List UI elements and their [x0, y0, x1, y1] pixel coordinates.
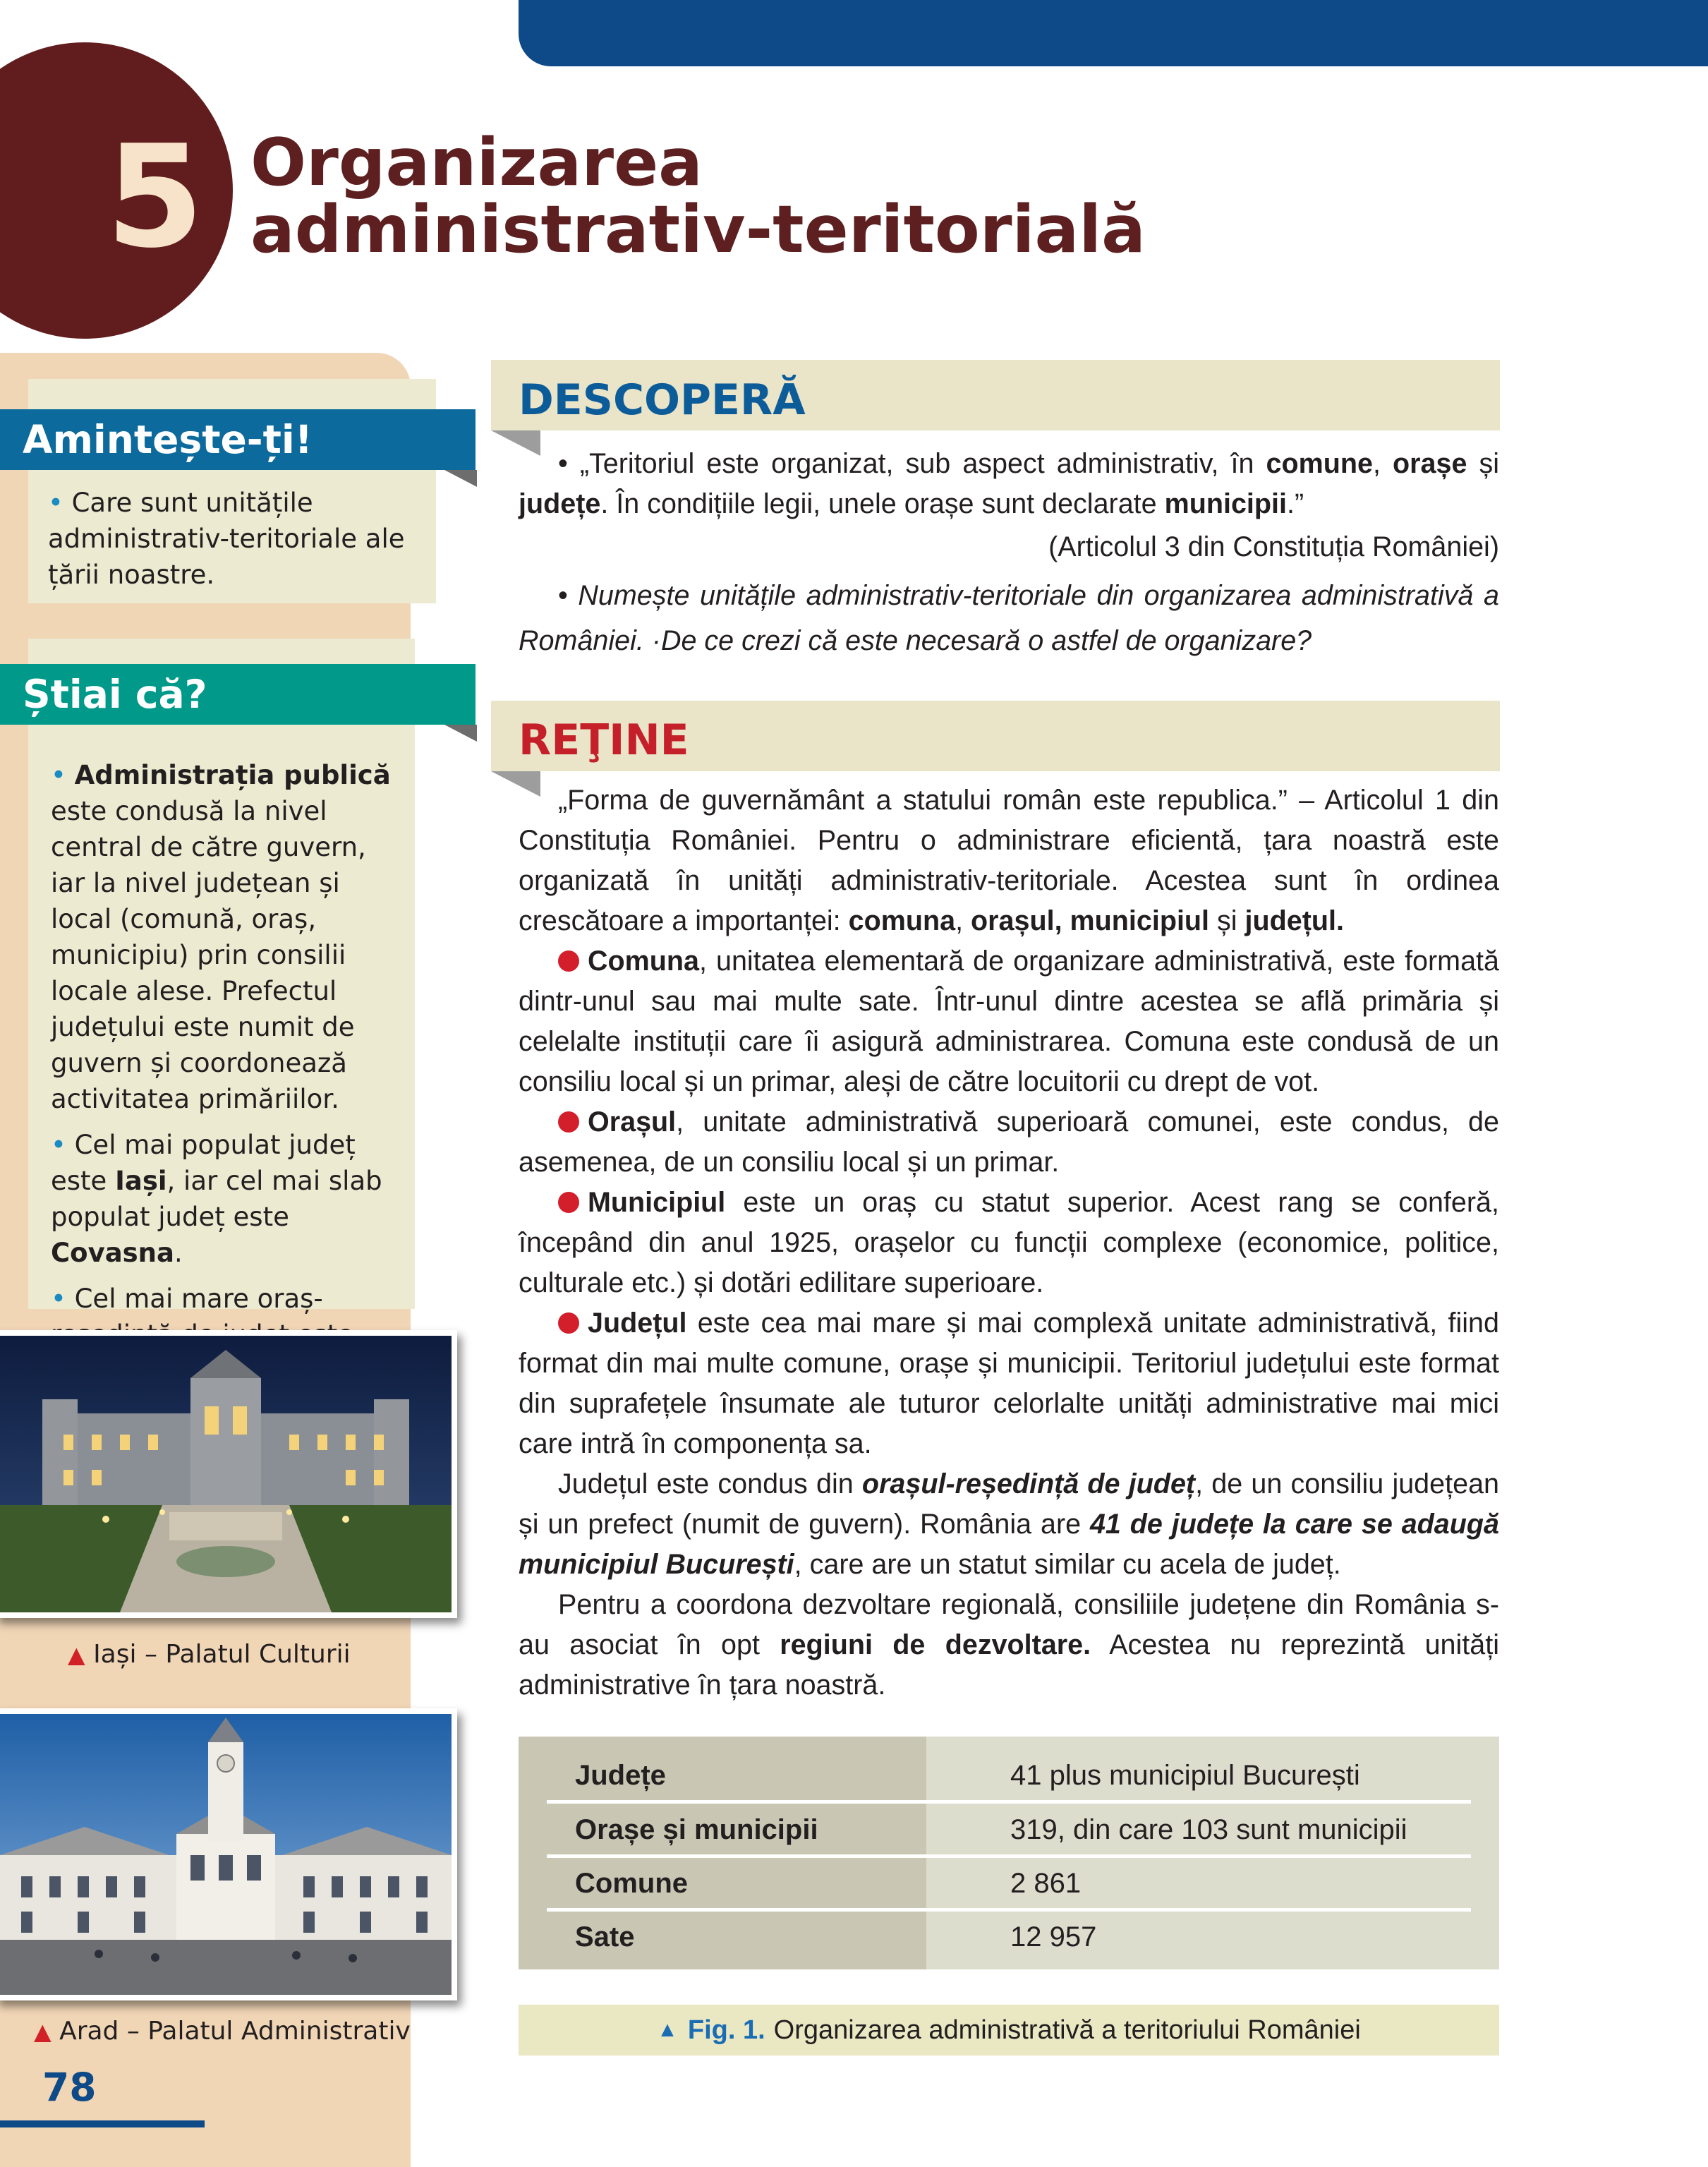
photo-iasi-palace — [0, 1330, 457, 1618]
red-bullet-icon — [558, 1192, 579, 1213]
text-bold: Municipiul — [588, 1187, 726, 1218]
retine-comuna — [519, 941, 1499, 1102]
table-cell-value: 41 plus municipiul București — [1010, 1760, 1360, 1791]
text-bold: Covasna — [51, 1238, 174, 1268]
table-row — [519, 1857, 1499, 1910]
triangle-icon: ▲ — [657, 2018, 678, 2041]
discover-source: (Articolul 3 din Constituția României) — [1048, 531, 1499, 562]
chapter-number: 5 — [106, 115, 205, 279]
table-cell-label: Județe — [575, 1760, 666, 1791]
text-bold: Comuna — [588, 946, 699, 977]
retine-municipiu — [519, 1183, 1499, 1303]
text: și — [1209, 905, 1245, 936]
text-bold: Orașul — [588, 1106, 677, 1137]
didyouknow-title-text: Știai că? — [23, 671, 207, 717]
text: , unitate administrativă superioară comunei, este condus, de asemenea, de un consiliu local și un primar. — [519, 1106, 1499, 1178]
text: „Forma de guvernământ a statului român este republica.” – Articolul 1 din Constituția României. Pentru o administrare eficientă, țara noastră este organizată în unități administrativ-teritoriale. Acestea sunt în ordinea crescătoare a importanței: — [519, 785, 1499, 936]
text: , de un consiliu județean și un prefect (numit de guvern). România are — [519, 1468, 1499, 1540]
text-bold: orașul, municipiul — [971, 905, 1210, 936]
didyouknow-item — [51, 1127, 398, 1271]
table-cell-label: Comune — [575, 1868, 688, 1899]
retine-regiuni — [519, 1585, 1499, 1706]
text-bold-italic: orașul-reședință de județ — [861, 1468, 1196, 1499]
didyouknow-title — [0, 664, 476, 725]
bullet-icon: • — [51, 1130, 75, 1160]
text: Cel mai populat județ este — [51, 1130, 356, 1196]
caption-text: Iași – Palatul Culturii — [93, 1640, 351, 1669]
table-row — [519, 1804, 1499, 1857]
table-cell-value: 12 957 — [1010, 1921, 1097, 1952]
bullet-icon: • — [51, 1284, 75, 1314]
triangle-icon: ▲ — [68, 1641, 85, 1668]
text: Cel mai mare oraș- — [74, 1284, 323, 1314]
retine-text — [519, 780, 1499, 1706]
bullet-icon: • — [48, 488, 72, 518]
text-bold-italic: 41 de județe la care se adaugă municipiul București — [519, 1509, 1499, 1580]
retine-judet-conducere — [519, 1464, 1499, 1585]
chapter-title-line2: administrativ-teritorială — [250, 191, 1146, 267]
remember-title — [0, 409, 476, 470]
page-number-rule — [0, 2120, 205, 2127]
discover-quote — [519, 444, 1499, 524]
top-banner — [519, 0, 1708, 66]
text: . În condițiile legii, unele orașe sunt declarate — [600, 488, 1165, 519]
bullet-icon: • — [558, 580, 579, 611]
text: Pentru a coordona dezvoltare regională, consiliile județene din România s-au asociat în opt — [519, 1589, 1499, 1660]
table-row — [519, 1749, 1499, 1802]
text: , — [1373, 448, 1393, 479]
remember-question: Care sunt unitățile administrativ-teritoriale ale țării noastre. — [48, 488, 405, 590]
retine-title: REŢINE — [519, 716, 689, 765]
caption-text: Arad – Palatul Administrativ — [59, 2017, 411, 2046]
didyouknow-item — [51, 757, 398, 1117]
text-bold: regiuni de dezvoltare. — [780, 1629, 1091, 1660]
table-cell-label: Sate — [575, 1921, 635, 1952]
discover-text — [519, 444, 1499, 663]
text: , care are un statut similar cu acela de județ. — [794, 1549, 1341, 1580]
retine-judet — [519, 1303, 1499, 1464]
chapter-title-line1: Organizarea — [250, 124, 703, 200]
didyouknow-text — [51, 757, 398, 1425]
text-bold: județe — [519, 488, 601, 519]
text-bold: municipii — [1164, 488, 1287, 519]
page-number: 78 — [42, 2065, 97, 2110]
text: , — [955, 905, 971, 936]
photo-arad-caption — [34, 2017, 411, 2046]
photo-arad-palace — [0, 1708, 457, 2000]
palace-illustration — [0, 1714, 452, 1995]
remember-title-text: Amintește-ți! — [23, 416, 313, 462]
text: „Teritoriul este organizat, sub aspect administrativ, în — [579, 448, 1266, 479]
text: , iar cel mai slab populat județ este — [51, 1166, 382, 1232]
text-bold: Județul — [588, 1308, 687, 1339]
retine-oras — [519, 1102, 1499, 1183]
triangle-icon: ▲ — [34, 2018, 52, 2045]
chapter-title — [250, 124, 1146, 267]
palace-illustration — [0, 1336, 452, 1612]
discover-task — [519, 573, 1499, 663]
text: este condusă la nivel central de către guvern, iar la nivel județean și local (comună, oraș, municipiu) prin consilii locale alese. Prefectul județului este numit de guvern și coordonează activitatea primăriilor. — [51, 796, 366, 1114]
table-row — [519, 1911, 1499, 1964]
photo-iasi-caption — [68, 1640, 351, 1669]
remember-text — [48, 485, 415, 593]
bullet-icon: • — [51, 760, 75, 790]
text: , unitatea elementară de organizare administrativă, este formată dintr-unul sau mai multe sate. Într-unul dintre acestea se află primăria și celelalte instituții care îi asigură administrarea. Comuna este condusă de un consiliu local și un primar, aleși de către locuitorii cu drept de vot. — [519, 946, 1499, 1097]
discover-title: DESCOPERĂ — [519, 375, 806, 425]
figure-caption-text: Organizarea administrativă a teritoriului României — [773, 2015, 1361, 2045]
figure-caption — [519, 2005, 1499, 2056]
text: este un oraș cu statut superior. Acest rang se conferă, începând din anul 1925, orașelor cu funcții complexe (economice, politice, culturale etc.) și dotări edilitare superioare. — [519, 1187, 1499, 1298]
bullet-icon: • — [558, 448, 580, 479]
text: .” — [1286, 488, 1304, 519]
text: și — [1467, 448, 1500, 479]
text-bold: Administrația publică — [74, 760, 391, 790]
red-bullet-icon — [558, 1111, 579, 1133]
text: Acestea nu reprezintă unități administrative în țara noastră. — [519, 1629, 1499, 1701]
table-cell-value: 319, din care 103 sunt municipii — [1010, 1814, 1407, 1845]
admin-table — [519, 1737, 1499, 1969]
table-cell-value: 2 861 — [1010, 1868, 1082, 1899]
figure-label: Fig. 1. — [687, 2015, 765, 2045]
text-bold: județul. — [1244, 905, 1344, 936]
text-bold: comuna — [848, 905, 956, 936]
text: Numește unitățile administrativ-teritoriale din organizarea administrativă a României. ·De ce crezi că este necesară o astfel de organizare? — [519, 580, 1499, 656]
text-bold: comune — [1266, 448, 1373, 479]
text: Județul este condus din — [558, 1468, 862, 1499]
text-bold: orașe — [1393, 448, 1467, 479]
retine-intro — [519, 780, 1499, 941]
text: . — [174, 1238, 183, 1268]
text: este cea mai mare și mai complexă unitate administrativă, fiind format din mai multe comune, orașe și municipii. Teritoriul județului este format din suprafețele însumate ale tuturor celorlalte unități administrative mai mici care intră în componența sa. — [519, 1308, 1499, 1459]
red-bullet-icon — [558, 1312, 579, 1334]
table-cell-label: Orașe și municipii — [575, 1814, 818, 1845]
text-bold: Iași — [115, 1166, 167, 1196]
red-bullet-icon — [558, 950, 579, 972]
